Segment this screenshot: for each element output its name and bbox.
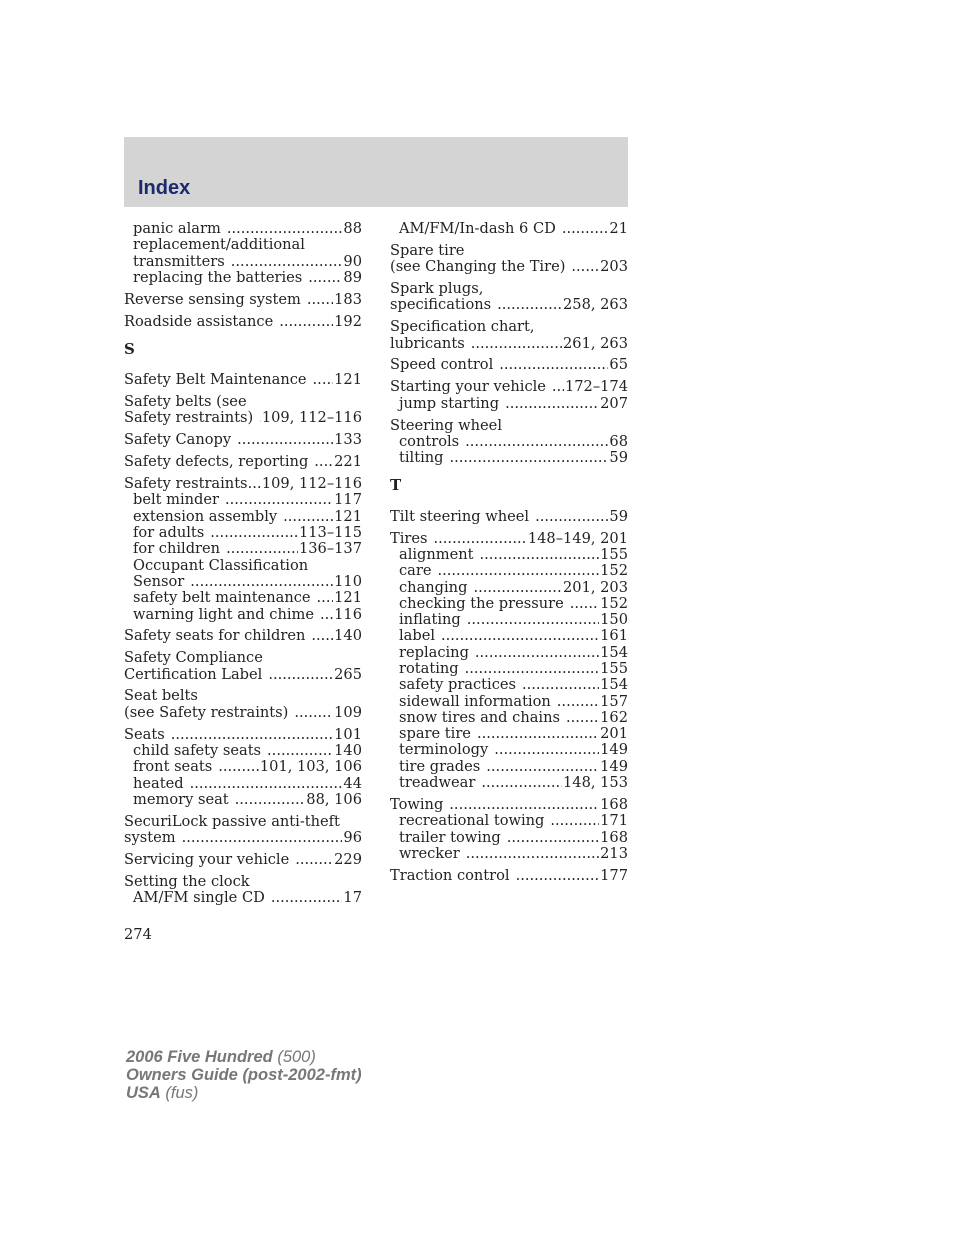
entry-text: tilting bbox=[399, 449, 444, 467]
entry-text: Safety restraints) bbox=[124, 409, 254, 427]
entry-text: SecuriLock passive anti-theft bbox=[124, 812, 340, 830]
entry-text: terminology bbox=[399, 741, 489, 759]
index-entry-line bbox=[390, 297, 628, 313]
dot-leader bbox=[552, 379, 564, 395]
index-subentry bbox=[124, 221, 362, 237]
entry-text: Spark plugs, bbox=[390, 280, 484, 298]
index-entry-line bbox=[124, 410, 362, 426]
page-reference: 171 bbox=[600, 812, 628, 830]
entry-text: Spare tire bbox=[390, 241, 465, 259]
entry-text: Safety belts (see bbox=[124, 393, 247, 411]
dot-leader bbox=[226, 541, 298, 557]
index-entry-line bbox=[124, 705, 362, 721]
page-number: 274 bbox=[124, 926, 152, 943]
page-reference: 154 bbox=[600, 643, 628, 661]
index-subentry bbox=[390, 710, 628, 726]
entry-text: lubricants bbox=[390, 334, 465, 352]
dot-leader bbox=[566, 710, 599, 726]
page-reference: 162 bbox=[600, 708, 628, 726]
entry-text: sidewall information bbox=[399, 692, 551, 710]
index-entry bbox=[390, 868, 628, 884]
page-reference: 109, 112–116 bbox=[261, 409, 362, 427]
index-entry-line bbox=[124, 688, 362, 704]
index-entry bbox=[124, 852, 362, 868]
index-subentry bbox=[390, 612, 628, 628]
index-entry-line bbox=[390, 336, 628, 352]
dot-leader bbox=[465, 661, 600, 677]
index-entry bbox=[124, 314, 362, 330]
index-entry-line bbox=[124, 874, 362, 890]
entry-text: (see Changing the Tire) bbox=[390, 258, 566, 276]
entry-text: Safety Compliance bbox=[124, 649, 263, 667]
page-reference: 157 bbox=[600, 692, 628, 710]
index-entry bbox=[390, 221, 628, 237]
dot-leader bbox=[516, 868, 600, 884]
page-reference: 88, 106 bbox=[306, 790, 362, 808]
entry-text: warning light and chime bbox=[133, 605, 314, 623]
dot-leader bbox=[182, 830, 343, 846]
page-reference: 207 bbox=[600, 394, 628, 412]
page-reference: 136–137 bbox=[298, 540, 362, 558]
index-entry-line bbox=[124, 372, 362, 388]
index-entry bbox=[390, 243, 628, 276]
index-subentry bbox=[390, 628, 628, 644]
dot-leader bbox=[311, 628, 333, 644]
dot-leader bbox=[522, 677, 599, 693]
dot-leader bbox=[308, 270, 342, 286]
dot-leader bbox=[499, 357, 608, 373]
index-subentry bbox=[124, 574, 362, 590]
page-reference: 177 bbox=[600, 866, 628, 884]
index-entry-line bbox=[124, 727, 362, 743]
dot-leader bbox=[550, 813, 599, 829]
dot-leader bbox=[449, 797, 599, 813]
page-reference: 150 bbox=[600, 611, 628, 629]
dot-leader bbox=[475, 645, 599, 661]
entry-text: system bbox=[124, 829, 176, 847]
entry-text: Certification Label bbox=[124, 665, 263, 683]
dot-leader bbox=[218, 759, 259, 775]
dot-leader bbox=[237, 432, 333, 448]
index-entry bbox=[124, 874, 362, 907]
entry-text: Tires bbox=[390, 529, 428, 547]
dot-leader bbox=[235, 792, 306, 808]
index-entry bbox=[124, 221, 362, 286]
entry-text: specifications bbox=[390, 296, 492, 314]
index-entry bbox=[124, 292, 362, 308]
dot-leader bbox=[480, 547, 600, 563]
index-subentry bbox=[390, 846, 628, 862]
index-subentry bbox=[124, 776, 362, 792]
dot-leader bbox=[295, 852, 333, 868]
page-reference: 140 bbox=[334, 627, 362, 645]
page-reference: 148–149, 201 bbox=[527, 529, 628, 547]
page-reference: 121 bbox=[334, 371, 362, 389]
entry-text: Safety Canopy bbox=[124, 431, 232, 449]
dot-leader bbox=[466, 846, 599, 862]
index-entry bbox=[390, 319, 628, 352]
entry-text: Speed control bbox=[390, 356, 494, 374]
index-entry bbox=[124, 628, 362, 644]
page-reference: 113–115 bbox=[298, 524, 362, 542]
index-column-right bbox=[390, 221, 628, 890]
index-entry-line bbox=[390, 281, 628, 297]
dot-leader bbox=[441, 628, 599, 644]
page-reference: 203 bbox=[600, 258, 628, 276]
dot-leader bbox=[557, 694, 599, 710]
entry-text: spare tire bbox=[399, 725, 471, 743]
page-reference: 109, 112–116 bbox=[261, 475, 362, 493]
index-subentry bbox=[390, 661, 628, 677]
dot-leader bbox=[210, 525, 298, 541]
index-entry-line bbox=[390, 379, 628, 395]
dot-leader bbox=[486, 759, 599, 775]
entry-text: safety belt maintenance bbox=[133, 589, 311, 607]
index-entry bbox=[124, 476, 362, 623]
entry-text: (see Safety restraints) bbox=[124, 703, 289, 721]
dot-leader bbox=[248, 476, 261, 492]
index-entry bbox=[124, 814, 362, 847]
page-reference: 59 bbox=[609, 449, 628, 467]
dot-leader bbox=[227, 221, 343, 237]
index-subentry bbox=[390, 645, 628, 661]
page-reference: 265 bbox=[334, 665, 362, 683]
index-entry bbox=[124, 454, 362, 470]
index-entry-line bbox=[390, 868, 628, 884]
footer-guide: Owners Guide (post-2002-fmt) bbox=[126, 1066, 362, 1084]
entry-text: snow tires and chains bbox=[399, 708, 560, 726]
dot-leader bbox=[283, 509, 333, 525]
dot-leader bbox=[190, 574, 333, 590]
page-reference: 148, 153 bbox=[563, 774, 628, 792]
dot-leader bbox=[562, 221, 609, 237]
page-reference: 44 bbox=[343, 774, 362, 792]
entry-text: Safety defects, reporting bbox=[124, 453, 309, 471]
footer-market-code: (fus) bbox=[160, 1084, 199, 1102]
index-subentry bbox=[124, 254, 362, 270]
dot-leader bbox=[465, 434, 608, 450]
footer-model-code: (500) bbox=[272, 1048, 316, 1066]
index-entry-line bbox=[124, 314, 362, 330]
index-subentry bbox=[124, 270, 362, 286]
entry-text: recreational towing bbox=[399, 812, 545, 830]
entry-text: Safety Belt Maintenance bbox=[124, 371, 307, 389]
index-subentry bbox=[124, 492, 362, 508]
entry-text: belt minder bbox=[133, 491, 220, 509]
entry-text: Starting your vehicle bbox=[390, 378, 546, 396]
page-reference: 117 bbox=[334, 491, 362, 509]
page-reference: 258, 263 bbox=[563, 296, 628, 314]
index-entry bbox=[124, 650, 362, 683]
index-entry-line bbox=[390, 243, 628, 259]
page-reference: 89 bbox=[343, 268, 362, 286]
index-entry-line bbox=[390, 319, 628, 335]
page-reference: 68 bbox=[609, 432, 628, 450]
dot-leader bbox=[471, 336, 562, 352]
index-entry-line bbox=[390, 531, 628, 547]
page-reference: 152 bbox=[600, 594, 628, 612]
entry-text: Steering wheel bbox=[390, 416, 502, 434]
dot-leader bbox=[320, 607, 333, 623]
entry-text: Safety restraints bbox=[124, 475, 248, 493]
page-reference: 121 bbox=[334, 589, 362, 607]
index-entry bbox=[390, 509, 628, 525]
index-subentry bbox=[124, 541, 362, 557]
entry-text: heated bbox=[133, 774, 184, 792]
page-reference: 21 bbox=[609, 220, 628, 237]
page-reference: 149 bbox=[600, 741, 628, 759]
entry-text: Roadside assistance bbox=[124, 312, 274, 330]
index-entry-line bbox=[390, 509, 628, 525]
index-subentry bbox=[390, 434, 628, 450]
dot-leader bbox=[307, 292, 333, 308]
entry-text: AM/FM single CD bbox=[133, 889, 265, 907]
dot-leader bbox=[467, 612, 599, 628]
page-reference: 90 bbox=[343, 252, 362, 270]
index-entry-line bbox=[124, 830, 362, 846]
index-entry-line bbox=[390, 357, 628, 373]
entry-text: Traction control bbox=[390, 866, 510, 884]
page-reference: 201, 203 bbox=[563, 578, 628, 596]
page-title: Index bbox=[138, 177, 191, 199]
page-reference: 154 bbox=[600, 676, 628, 694]
page-reference: 59 bbox=[609, 507, 628, 525]
index-subentry bbox=[390, 694, 628, 710]
entry-text: care bbox=[399, 562, 432, 580]
index-entry-line bbox=[124, 476, 362, 492]
entry-text: jump starting bbox=[399, 394, 500, 412]
footer-market: USA bbox=[126, 1084, 161, 1102]
entry-text: alignment bbox=[399, 545, 474, 563]
entry-text: Reverse sensing system bbox=[124, 290, 301, 308]
entry-text: label bbox=[399, 627, 436, 645]
entry-text: checking the pressure bbox=[399, 594, 564, 612]
index-subentry bbox=[390, 396, 628, 412]
dot-leader bbox=[314, 454, 333, 470]
entry-text: for children bbox=[133, 540, 221, 558]
index-subentry bbox=[390, 726, 628, 742]
entry-text: controls bbox=[399, 432, 460, 450]
entry-text: extension assembly bbox=[133, 507, 278, 525]
dot-leader bbox=[477, 726, 599, 742]
index-subentry bbox=[124, 590, 362, 606]
dot-leader bbox=[225, 492, 333, 508]
index-subentry bbox=[390, 775, 628, 791]
index-entry-line bbox=[124, 650, 362, 666]
index-entry-line bbox=[124, 667, 362, 683]
entry-text: replacement/additional bbox=[133, 236, 305, 254]
dot-leader bbox=[494, 742, 599, 758]
page-reference: 110 bbox=[334, 572, 362, 590]
entry-text: replacing bbox=[399, 643, 469, 661]
index-column-left bbox=[124, 221, 362, 912]
dot-leader bbox=[497, 297, 562, 313]
dot-leader bbox=[449, 450, 608, 466]
dot-leader bbox=[313, 372, 334, 388]
entry-text: Sensor bbox=[133, 572, 185, 590]
page-reference: 140 bbox=[334, 741, 362, 759]
dot-leader bbox=[570, 596, 599, 612]
dot-leader bbox=[294, 705, 333, 721]
entry-text: child safety seats bbox=[133, 741, 262, 759]
entry-text: Towing bbox=[390, 795, 444, 813]
entry-text: rotating bbox=[399, 659, 459, 677]
index-subentry bbox=[390, 563, 628, 579]
dot-leader bbox=[473, 580, 562, 596]
page-reference: 152 bbox=[600, 562, 628, 580]
page-reference: 133 bbox=[334, 431, 362, 449]
entry-text: front seats bbox=[133, 758, 213, 776]
index-entry-line bbox=[390, 797, 628, 813]
page-reference: 221 bbox=[334, 453, 362, 471]
page-reference: 116 bbox=[334, 605, 362, 623]
entry-text: treadwear bbox=[399, 774, 476, 792]
dot-leader bbox=[505, 396, 599, 412]
entry-text: Setting the clock bbox=[124, 872, 250, 890]
index-subentry bbox=[390, 450, 628, 466]
entry-text: Specification chart, bbox=[390, 318, 535, 336]
page-reference: 213 bbox=[600, 844, 628, 862]
index-entry bbox=[390, 418, 628, 467]
index-entry-line bbox=[124, 454, 362, 470]
page-reference: 88 bbox=[343, 220, 362, 237]
index-entry bbox=[390, 357, 628, 373]
index-subentry bbox=[124, 890, 362, 906]
page-reference: 65 bbox=[609, 356, 628, 374]
index-entry bbox=[390, 531, 628, 792]
index-entry-line bbox=[390, 259, 628, 275]
entry-text: trailer towing bbox=[399, 828, 501, 846]
dot-leader bbox=[190, 776, 343, 792]
entry-text: transmitters bbox=[133, 252, 225, 270]
dot-leader bbox=[317, 590, 334, 606]
page-reference: 101, 103, 106 bbox=[259, 758, 362, 776]
dot-leader bbox=[507, 830, 599, 846]
index-entry bbox=[124, 688, 362, 721]
index-subentry bbox=[124, 743, 362, 759]
index-subentry bbox=[124, 558, 362, 574]
index-subentry bbox=[124, 509, 362, 525]
index-entry-line bbox=[390, 418, 628, 434]
entry-text: Safety seats for children bbox=[124, 627, 306, 645]
index-subentry bbox=[390, 677, 628, 693]
entry-text: AM/FM/In-dash 6 CD bbox=[399, 220, 556, 237]
index-entry-line bbox=[124, 814, 362, 830]
page-reference: 183 bbox=[334, 290, 362, 308]
page-reference: 109 bbox=[334, 703, 362, 721]
entry-text: safety practices bbox=[399, 676, 516, 694]
index-subentry bbox=[390, 221, 628, 237]
index-subentry bbox=[124, 525, 362, 541]
page-reference: 172–174 bbox=[564, 378, 628, 396]
page-reference: 101 bbox=[334, 725, 362, 743]
page-reference: 192 bbox=[334, 312, 362, 330]
index-subentry bbox=[390, 830, 628, 846]
index-subentry bbox=[124, 237, 362, 253]
dot-leader bbox=[231, 254, 343, 270]
index-entry bbox=[124, 432, 362, 448]
section-letter: S bbox=[124, 339, 135, 358]
index-entry bbox=[390, 797, 628, 862]
index-subentry bbox=[390, 580, 628, 596]
dot-leader bbox=[279, 314, 333, 330]
index-entry-line bbox=[124, 292, 362, 308]
dot-leader bbox=[171, 727, 333, 743]
dot-leader bbox=[259, 410, 261, 426]
page-reference: 155 bbox=[600, 659, 628, 677]
entry-text: panic alarm bbox=[133, 220, 221, 237]
section-letter: T bbox=[390, 476, 402, 495]
dot-leader bbox=[481, 775, 562, 791]
entry-text: inflating bbox=[399, 611, 461, 629]
entry-text: tire grades bbox=[399, 757, 481, 775]
header-band bbox=[124, 137, 628, 207]
dot-leader bbox=[267, 743, 333, 759]
entry-text: Seat belts bbox=[124, 687, 198, 705]
document-footer bbox=[126, 1048, 362, 1102]
entry-text: Occupant Classification bbox=[133, 556, 309, 574]
entry-text: changing bbox=[399, 578, 468, 596]
page-reference: 229 bbox=[334, 850, 362, 868]
entry-text: memory seat bbox=[133, 790, 229, 808]
dot-leader bbox=[571, 259, 599, 275]
index-entry-line bbox=[124, 852, 362, 868]
entry-text: Tilt steering wheel bbox=[390, 507, 530, 525]
index-entry-line bbox=[124, 394, 362, 410]
footer-model: 2006 Five Hundred bbox=[126, 1048, 273, 1066]
entry-text: for adults bbox=[133, 524, 205, 542]
entry-text: Servicing your vehicle bbox=[124, 850, 290, 868]
index-subentry bbox=[390, 759, 628, 775]
page-reference: 201 bbox=[600, 725, 628, 743]
page-reference: 149 bbox=[600, 757, 628, 775]
index-entry bbox=[124, 394, 362, 427]
dot-leader bbox=[535, 509, 608, 525]
page-reference: 155 bbox=[600, 545, 628, 563]
page-reference: 168 bbox=[600, 795, 628, 813]
entry-text: Seats bbox=[124, 725, 165, 743]
page-reference: 168 bbox=[600, 828, 628, 846]
index-subentry bbox=[390, 813, 628, 829]
dot-leader bbox=[271, 890, 343, 906]
dot-leader bbox=[268, 667, 333, 683]
dot-leader bbox=[434, 531, 527, 547]
index-entry bbox=[124, 372, 362, 388]
page-reference: 17 bbox=[343, 889, 362, 907]
index-entry-line bbox=[124, 628, 362, 644]
page-reference: 161 bbox=[600, 627, 628, 645]
page-reference: 96 bbox=[343, 829, 362, 847]
index-subentry bbox=[390, 596, 628, 612]
index-subentry bbox=[390, 547, 628, 563]
index-entry bbox=[124, 727, 362, 808]
page-reference: 261, 263 bbox=[563, 334, 628, 352]
index-subentry bbox=[124, 792, 362, 808]
page-reference: 121 bbox=[334, 507, 362, 525]
entry-text: wrecker bbox=[399, 844, 460, 862]
index-subentry bbox=[124, 759, 362, 775]
dot-leader bbox=[438, 563, 600, 579]
index-subentry bbox=[390, 742, 628, 758]
entry-text: replacing the batteries bbox=[133, 268, 303, 286]
index-subentry bbox=[124, 607, 362, 623]
index-entry-line bbox=[124, 432, 362, 448]
index-entry bbox=[390, 281, 628, 314]
index-entry bbox=[390, 379, 628, 412]
